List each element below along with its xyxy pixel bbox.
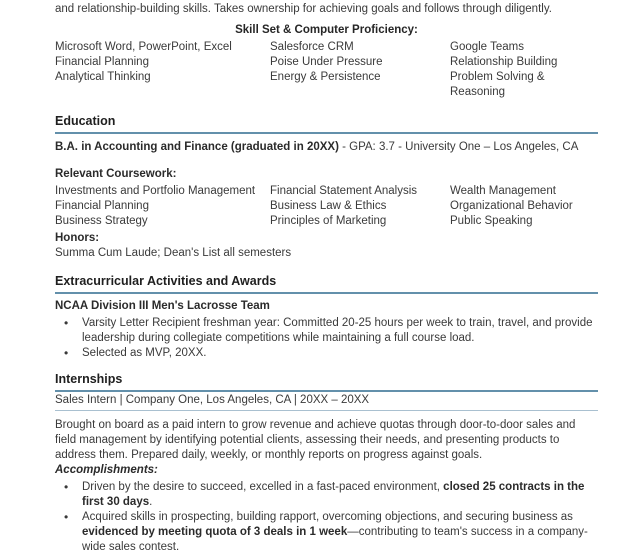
skill-item: Energy & Persistence [270, 71, 381, 83]
skill-item: Financial Planning [55, 56, 149, 68]
coursework-item: Organizational Behavior [450, 199, 573, 212]
section-heading-internships: Internships [55, 372, 598, 392]
team-name: NCAA Division III Men's Lacrosse Team [55, 299, 270, 312]
skill-item: Google Teams [450, 41, 524, 53]
internship-role-line: Sales Intern | Company One, Los Angeles, CA | 20XX – 20XX [55, 392, 598, 411]
skills-heading: Skill Set & Computer Proficiency: [235, 24, 418, 36]
coursework-item: Principles of Marketing [270, 214, 387, 227]
coursework-label: Relevant Coursework: [55, 167, 177, 180]
section-heading-education: Education [55, 114, 598, 134]
coursework-item: Business Strategy [55, 214, 148, 227]
bullet-text-bold: evidenced by meeting quota of 3 deals in 1 week [82, 525, 348, 538]
degree-title: B.A. in Accounting and Finance (graduated in 20XX) [55, 141, 339, 153]
accomplishments-label: Accomplishments: [55, 463, 158, 476]
bullet-item [55, 510, 598, 555]
honors-label: Honors: [55, 231, 100, 244]
bullet-text: Acquired skills in prospecting, building rapport, overcoming objections, and securing business as [82, 510, 573, 523]
bullet-text: . [149, 495, 153, 508]
honors-text: Summa Cum Laude; Dean's List all semesters [55, 246, 292, 259]
degree-line [55, 140, 598, 155]
coursework-item: Wealth Management [450, 184, 556, 197]
skill-item: Problem Solving & Reasoning [450, 71, 545, 98]
coursework-item: Investments and Portfolio Management [55, 184, 256, 197]
coursework-item: Financial Planning [55, 199, 149, 212]
bullet-item [55, 480, 598, 510]
skill-item: Microsoft Word, PowerPoint, Excel [55, 41, 232, 53]
skill-item: Salesforce CRM [270, 41, 354, 53]
skills-grid [55, 40, 598, 100]
bullet-item: • Varsity Letter Recipient freshman year: Committed 20-25 hours per week to train, travel, and provide leadership during collegiate competitions while maintaining a full course load. [55, 316, 598, 346]
degree-details: - GPA: 3.7 - University One – Los Angeles, CA [338, 141, 579, 153]
coursework-item: Public Speaking [450, 214, 533, 227]
internship-summary: Brought on board as a paid intern to grow revenue and achieve quotas through door-to-door sales and field management by identifying potential clients, assessing their needs, and presenting products to address them. Prepared daily, weekly, or monthly reports on progress against goals. [55, 418, 576, 461]
coursework-grid [55, 184, 598, 229]
extracurricular-bullet-list [55, 316, 598, 361]
bullet-item: • Selected as MVP, 20XX. [55, 346, 598, 361]
skill-item: Poise Under Pressure [270, 56, 383, 68]
skill-item: Analytical Thinking [55, 71, 151, 83]
coursework-item: Business Law & Ethics [270, 199, 387, 212]
bullet-text: —contributing to team's success in a company-wide sales contest. [82, 525, 588, 553]
bullet-text: Driven by the desire to succeed, excelled in a fast-paced environment, [82, 480, 444, 493]
summary-continuation-line: and relationship-building skills. Takes ownership for achieving goals and follows through diligently. [55, 3, 552, 15]
bullet-text-bold: closed 25 contracts in the first 30 days [82, 480, 585, 508]
section-heading-extracurricular: Extracurricular Activities and Awards [55, 274, 598, 294]
accomplishments-bullet-list [55, 480, 598, 555]
coursework-item: Financial Statement Analysis [270, 184, 418, 197]
skill-item: Relationship Building [450, 56, 558, 68]
